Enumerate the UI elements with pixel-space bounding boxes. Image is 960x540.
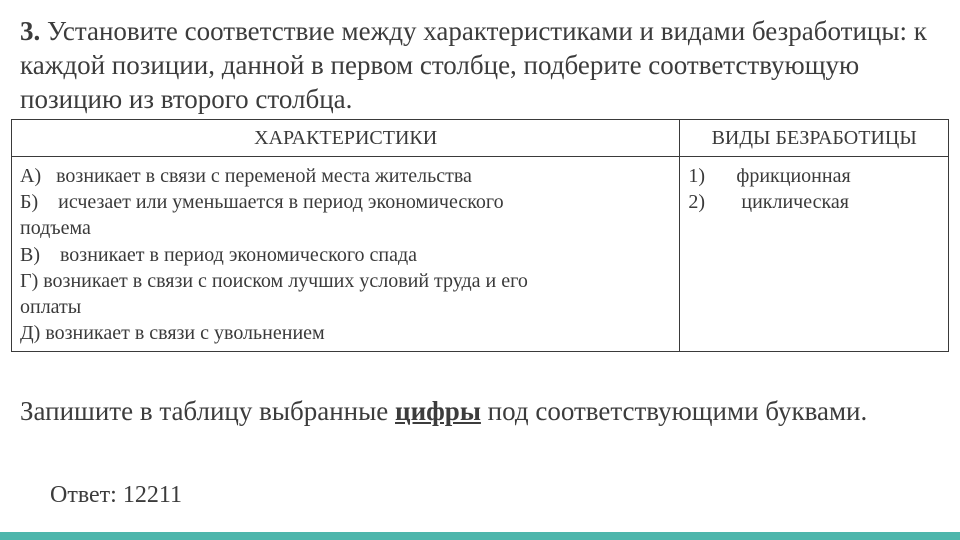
characteristic-text: возникает в период экономического спада: [60, 243, 418, 266]
type-label: циклическая: [741, 191, 849, 213]
characteristic-text: исчезает или уменьшается в период экономического: [58, 191, 504, 214]
type-item-1: [688, 163, 940, 189]
type-number: 2): [688, 191, 706, 213]
instruction-emphasis: цифры: [395, 396, 481, 426]
type-item-2: [688, 189, 940, 215]
matching-table: [11, 119, 949, 352]
characteristic-letter: В): [20, 243, 40, 266]
types-cell: [680, 157, 949, 352]
characteristic-item-v: [20, 242, 671, 268]
characteristic-letter: Г): [20, 269, 39, 292]
characteristic-text-continued: оплаты: [20, 296, 82, 319]
bottom-accent-bar: [0, 532, 960, 540]
characteristic-item-d: [20, 320, 671, 346]
type-number: 1): [688, 165, 706, 187]
characteristics-header: ХАРАКТЕРИСТИКИ: [12, 120, 680, 157]
question-text: [20, 14, 950, 116]
answer-line: [50, 482, 182, 509]
characteristic-letter: Д): [20, 322, 41, 345]
characteristic-item-b: [20, 189, 671, 241]
characteristic-letter: А): [20, 165, 42, 187]
characteristic-text: возникает в связи с поиском лучших условий труда и его: [43, 269, 528, 292]
characteristics-cell: [12, 157, 680, 352]
characteristic-text-continued: подъема: [20, 217, 91, 240]
instruction-text: [20, 392, 920, 430]
characteristic-letter: Б): [20, 191, 39, 214]
instruction-before: Запишите в таблицу выбранные: [20, 396, 389, 426]
characteristic-item-a: [20, 163, 671, 189]
types-header: ВИДЫ БЕЗРАБОТИЦЫ: [680, 120, 949, 157]
answer-label: Ответ:: [50, 482, 117, 508]
instruction-after: под соответствующими буквами.: [487, 396, 868, 426]
question-body: Установите соответствие между характеристиками и видами безработицы: к каждой позиции, данной в первом столбце, подберите соответствующую позицию из второго столбца.: [20, 16, 927, 114]
characteristic-text: возникает в связи с переменой места жительства: [56, 165, 472, 187]
answer-value: 12211: [122, 482, 182, 508]
characteristic-text: возникает в связи с увольнением: [45, 322, 325, 345]
type-label: фрикционная: [736, 165, 851, 187]
characteristic-item-g: [20, 268, 671, 320]
question-number: 3.: [20, 16, 41, 46]
